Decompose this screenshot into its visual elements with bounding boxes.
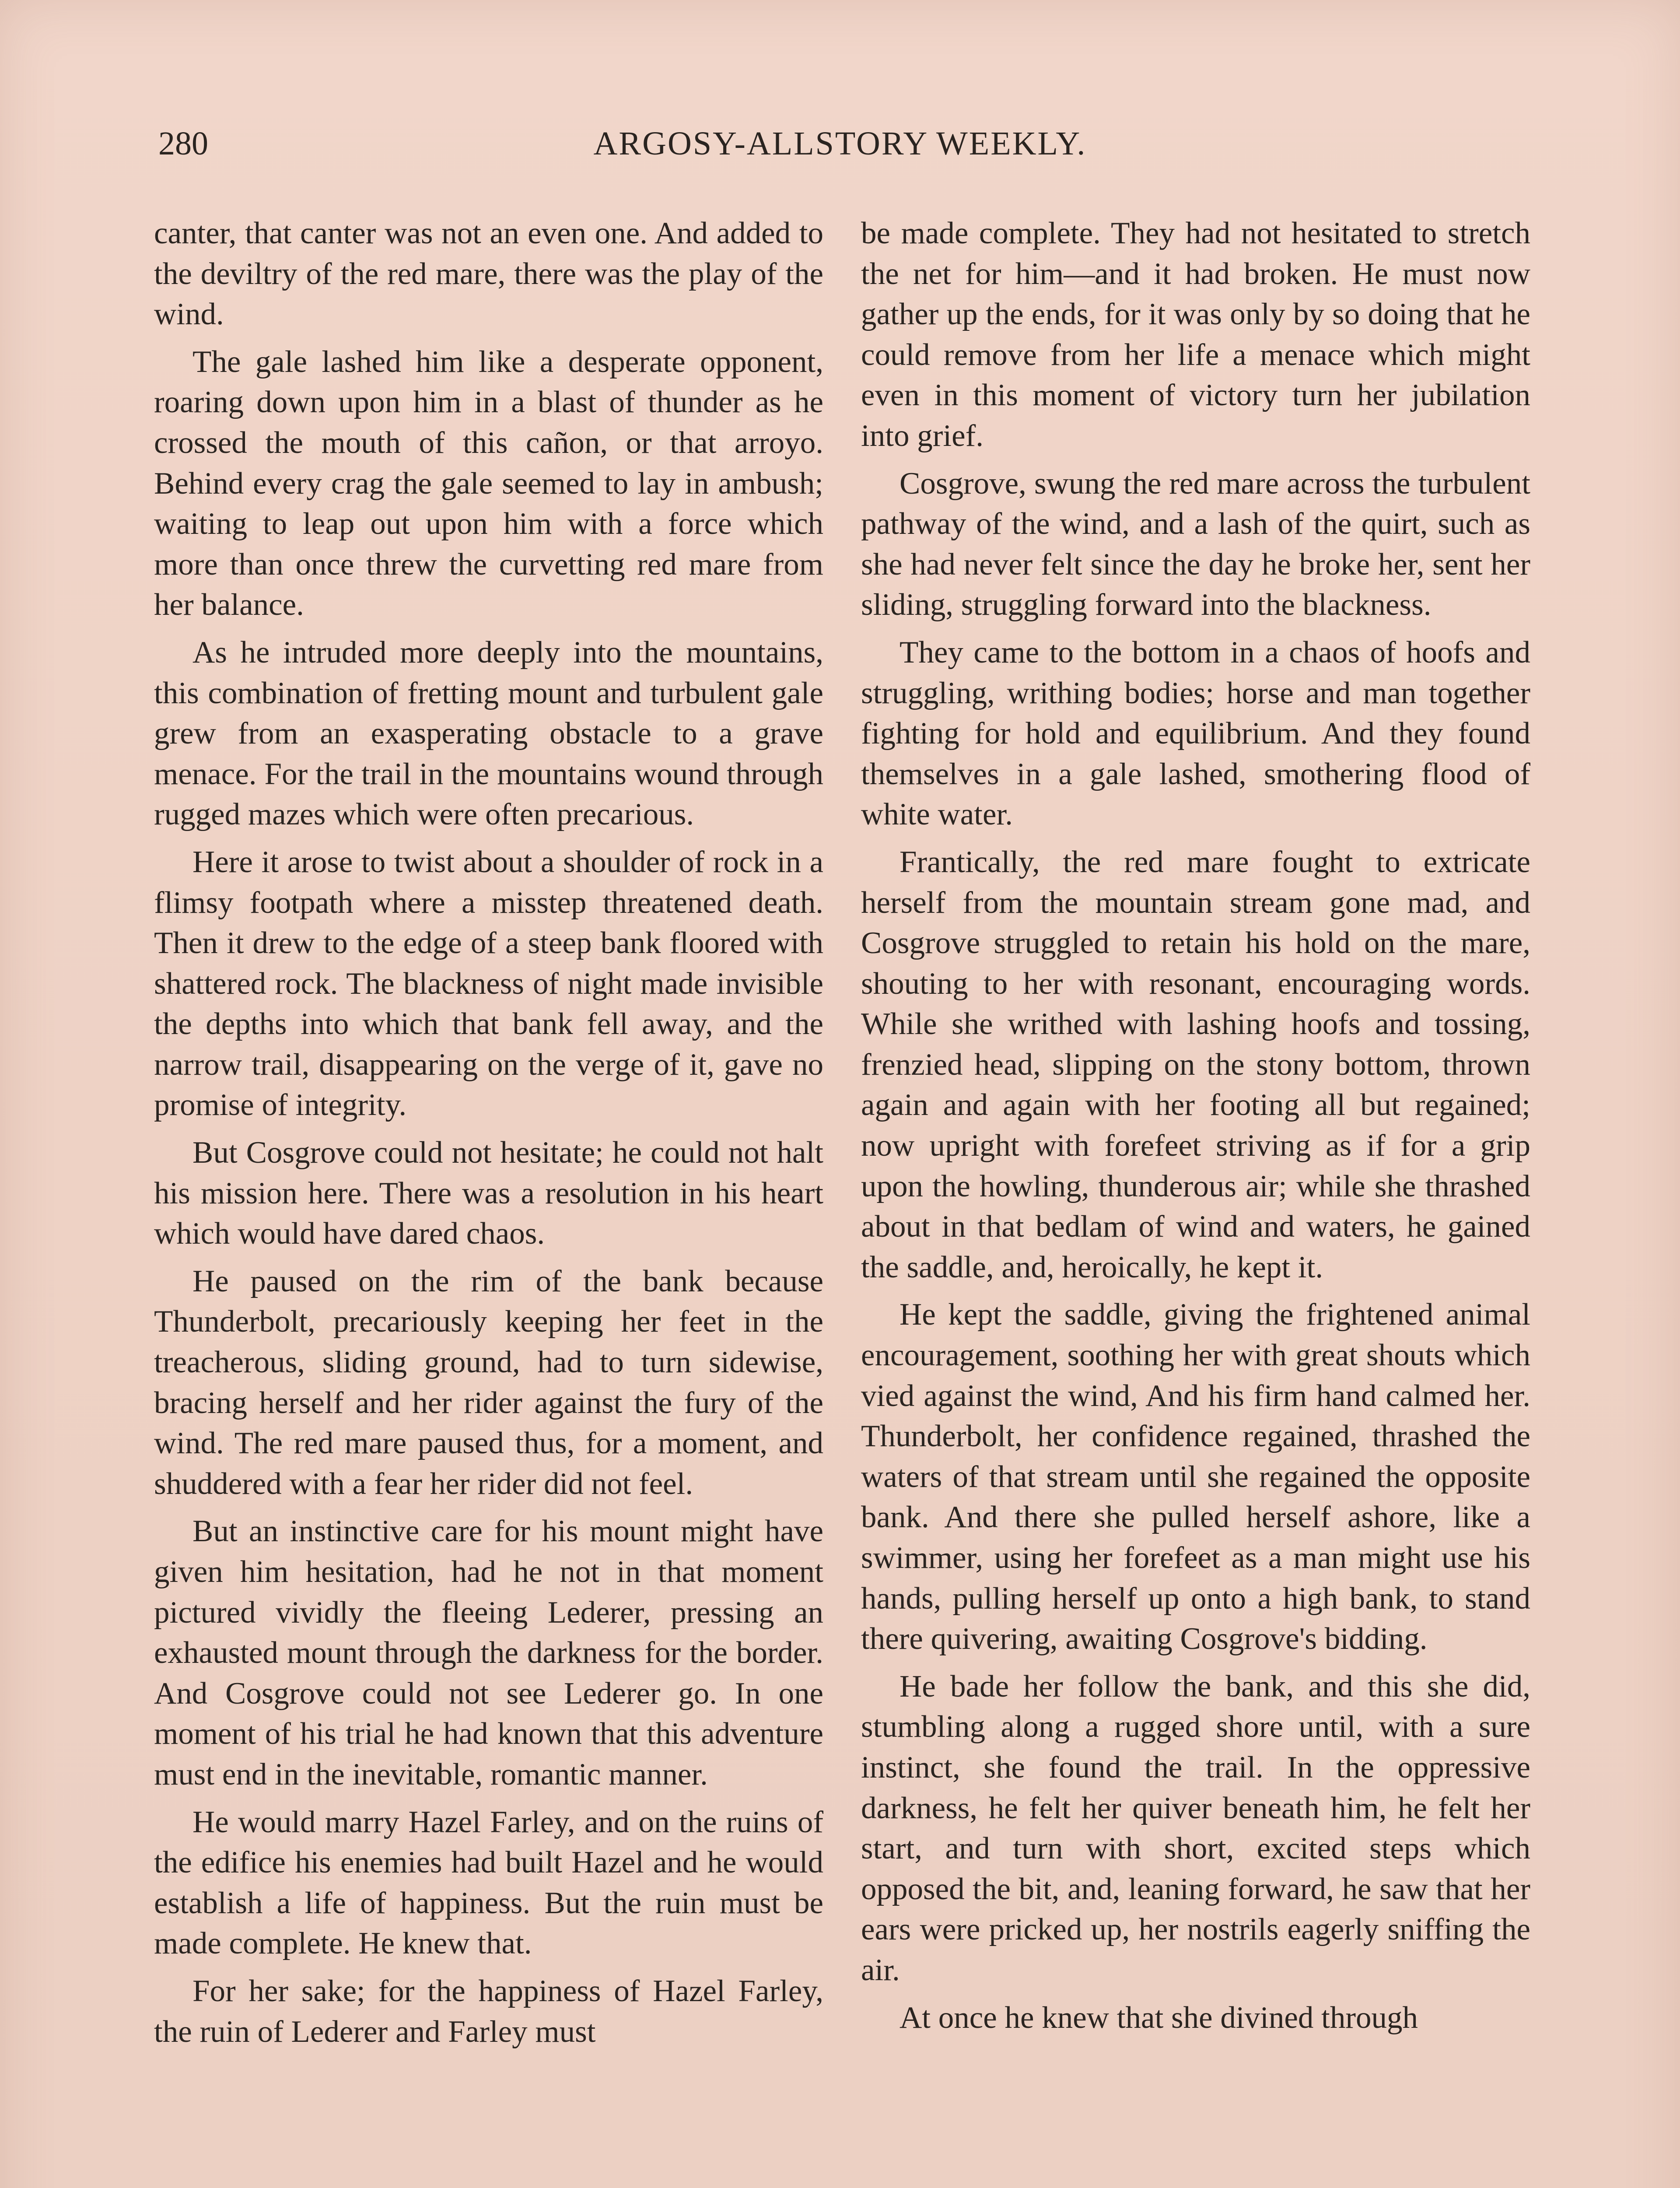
paragraph: But an instinctive care for his mount might have given him hesitation, had he not in that moment pictured vividly the fleeing Lederer, pressing an exhausted mount through the darkness for the border. And Cosgrove could not see Lederer go. In one moment of his trial he had known that this adventure must end in the inevitable, romantic manner. bbox=[154, 1514, 823, 1792]
paragraph: They came to the bottom in a chaos of hoofs and struggling, writhing bodies; horse and man together fighting for hold and equilibrium. And they found themselves in a gale lashed, smothering flood of white water. bbox=[861, 635, 1530, 832]
running-title: ARGOSY-ALLSTORY WEEKLY. bbox=[593, 125, 1087, 162]
paragraph: Frantically, the red mare fought to extricate herself from the mountain stream gone mad, and Cosgrove struggled to retain his hold on the mare, shouting to her with resonant, encouraging words. While she writhed with lashing hoofs and tossing, frenzied head, slipping on the stony bottom, thrown again and again with her footing all but regained; now upright with forefeet striving as if for a grip upon the howling, thunderous air; while she thrashed about in that bedlam of wind and waters, he gained the saddle, and, heroically, he kept it. bbox=[861, 845, 1530, 1284]
paragraph: canter, that canter was not an even one. And added to the deviltry of the red mare, there was the play of the wind. bbox=[154, 216, 823, 332]
paragraph: As he intruded more deeply into the mountains, this combination of fretting mount and turbulent gale grew from an exasperating obstacle to a grave menace. For the trail in the mountains wound through rugged mazes which were often precarious. bbox=[154, 635, 823, 832]
right-column bbox=[861, 213, 1530, 2188]
paragraph: At once he knew that she divined through bbox=[900, 2000, 1418, 2035]
left-column bbox=[154, 213, 823, 2188]
paragraph: He paused on the rim of the bank because Thunderbolt, precariously keeping her feet in the treacherous, sliding ground, had to turn sidewise, bracing herself and her rider against the fury of the wind. The red mare paused thus, for a moment, and shuddered with a fear her rider did not feel. bbox=[154, 1264, 823, 1501]
page-number: 280 bbox=[158, 125, 208, 162]
page-header bbox=[154, 127, 1526, 179]
paragraph: The gale lashed him like a desperate opponent, roaring down upon him in a blast of thunder as he crossed the mouth of this cañon, or that arroyo. Behind every crag the gale seemed to lay in ambush; waiting to leap out upon him with a force which more than once threw the curvetting red mare from her balance. bbox=[154, 344, 823, 622]
paragraph: Cosgrove, swung the red mare across the turbulent pathway of the wind, and a lash of the quirt, such as she had never felt since the day he broke her, sent her sliding, struggling forward into the blackness. bbox=[861, 466, 1530, 622]
paragraph: But Cosgrove could not hesitate; he could not halt his mission here. There was a resolution in his heart which would have dared chaos. bbox=[154, 1136, 823, 1251]
paragraph: For her sake; for the happiness of Hazel Farley, the ruin of Lederer and Farley must bbox=[154, 1974, 823, 2049]
paragraph: be made complete. They had not hesitated to stretch the net for him—and it had broken. He must now gather up the ends, for it was only by so doing that he could remove from her life a menace which might even in this moment of victory turn her jubilation into grief. bbox=[861, 216, 1530, 453]
paragraph: He kept the saddle, giving the frightened animal encouragement, soothing her with great shouts which vied against the wind, And his firm hand calmed her. Thunderbolt, her confidence regained, thrashed the waters of that stream until she regained the opposite bank. And there she pulled herself ashore, like a swimmer, using her forefeet as a man might use his hands, pulling herself up onto a high bank, to stand there quivering, awaiting Cosgrove's bidding. bbox=[861, 1297, 1530, 1656]
paragraph: He would marry Hazel Farley, and on the ruins of the edifice his enemies had built Hazel and he would establish a life of happiness. But the ruin must be made complete. He knew that. bbox=[154, 1805, 823, 1961]
paragraph: He bade her follow the bank, and this she did, stumbling along a rugged shore until, with a sure instinct, she found the trail. In the oppressive darkness, he felt her quiver beneath him, he felt her start, and turn with short, excited steps which opposed the bit, and, leaning forward, he saw that her ears were pricked up, her nostrils eagerly sniffing the air. bbox=[861, 1669, 1530, 1987]
paragraph: Here it arose to twist about a shoulder of rock in a flimsy footpath where a misstep threatened death. Then it drew to the edge of a steep bank floored with shattered rock. The blackness of night made invisible the depths into which that bank fell away, and the narrow trail, disappearing on the verge of it, gave no promise of integrity. bbox=[154, 845, 823, 1122]
